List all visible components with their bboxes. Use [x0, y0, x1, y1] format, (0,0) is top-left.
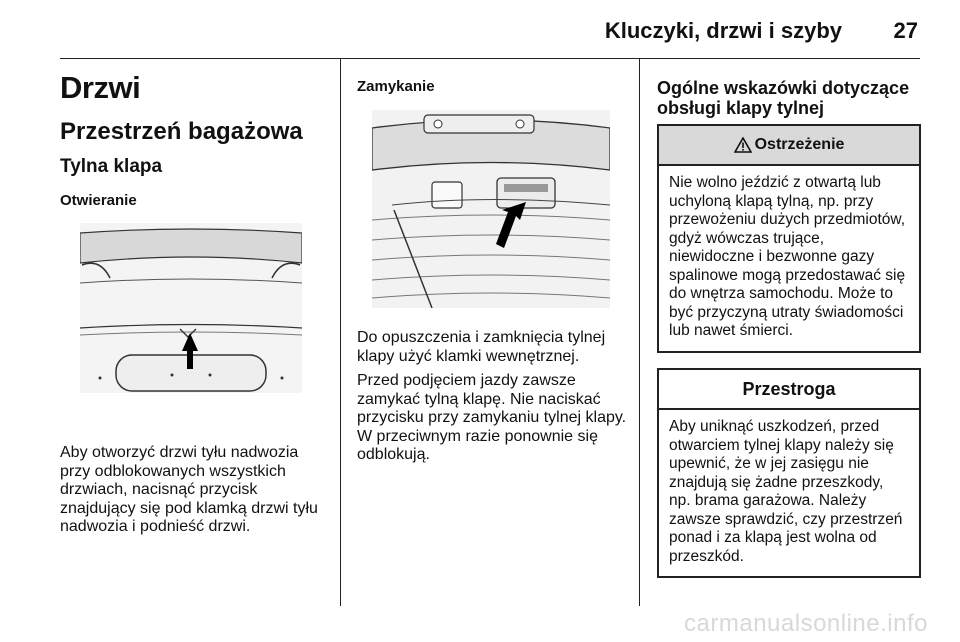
caution-body: Aby uniknąć uszkodzeń, przed otwarciem tylnej klapy należy się upewnić, że w jej zasięgu nie znajdują się żadne przeszkody, np. brama garażowa. Należy zawsze sprawdzić, czy przestrzeń ponad i za klapą jest wolna od przeszkód. [669, 418, 903, 565]
opening-heading: Otwieranie [60, 192, 137, 209]
general-notes-heading: Ogólne wskazówki dotyczące obsługi klapy tylnej [657, 78, 910, 118]
warning-title: Ostrzeżenie [754, 136, 845, 153]
closing-text-2: Przed podjęciem jazdy zawsze zamykać tylną klapę. Nie naciskać przycisku przy zamykaniu tylnej klapy. W przeciwnym razie ponownie się odblokują. [357, 372, 627, 463]
warning-box [657, 124, 921, 353]
warning-icon [734, 137, 752, 153]
page-header [60, 0, 920, 59]
watermark: carmanualsonline.info [684, 610, 928, 637]
column-divider-1 [340, 58, 341, 606]
tailgate-rear-illustration [80, 223, 302, 393]
subsection-heading: Tylna klapa [60, 156, 163, 177]
caution-header: Przestroga [659, 370, 919, 410]
tailgate-interior-drawing [372, 110, 610, 308]
section-heading: Przestrzeń bagażowa [60, 118, 303, 145]
tailgate-interior-illustration [372, 110, 610, 308]
closing-text-1: Do opuszczenia i zamknięcia tylnej klapy użyć klamki wewnętrznej. [357, 329, 606, 365]
caution-box [657, 368, 921, 578]
closing-heading: Zamykanie [357, 78, 435, 95]
tailgate-rear-drawing [80, 223, 302, 393]
opening-text: Aby otworzyć drzwi tyłu nadwozia przy odblokowanych wszystkich drzwiach, nacisnąć przycisk znajdujący się pod klamką drzwi tyłu nadwozia i podnieść drzwi. [60, 444, 318, 535]
warning-header [659, 126, 919, 166]
section-title: Kluczyki, drzwi i szyby [604, 18, 842, 43]
warning-body: Nie wolno jeździć z otwartą lub uchyloną klapą tylną, np. przy przewożeniu dużych przedmiotów, gdyż wówczas trujące, niewidoczne i bezwonne gazy spalinowe mogą przedostawać się do wnętrza samochodu. Może to być przyczyną utraty świadomości lub nawet śmierci. [669, 174, 906, 339]
chapter-heading: Drzwi [60, 70, 141, 105]
column-divider-2 [639, 58, 640, 606]
page-number: 27 [893, 18, 918, 43]
